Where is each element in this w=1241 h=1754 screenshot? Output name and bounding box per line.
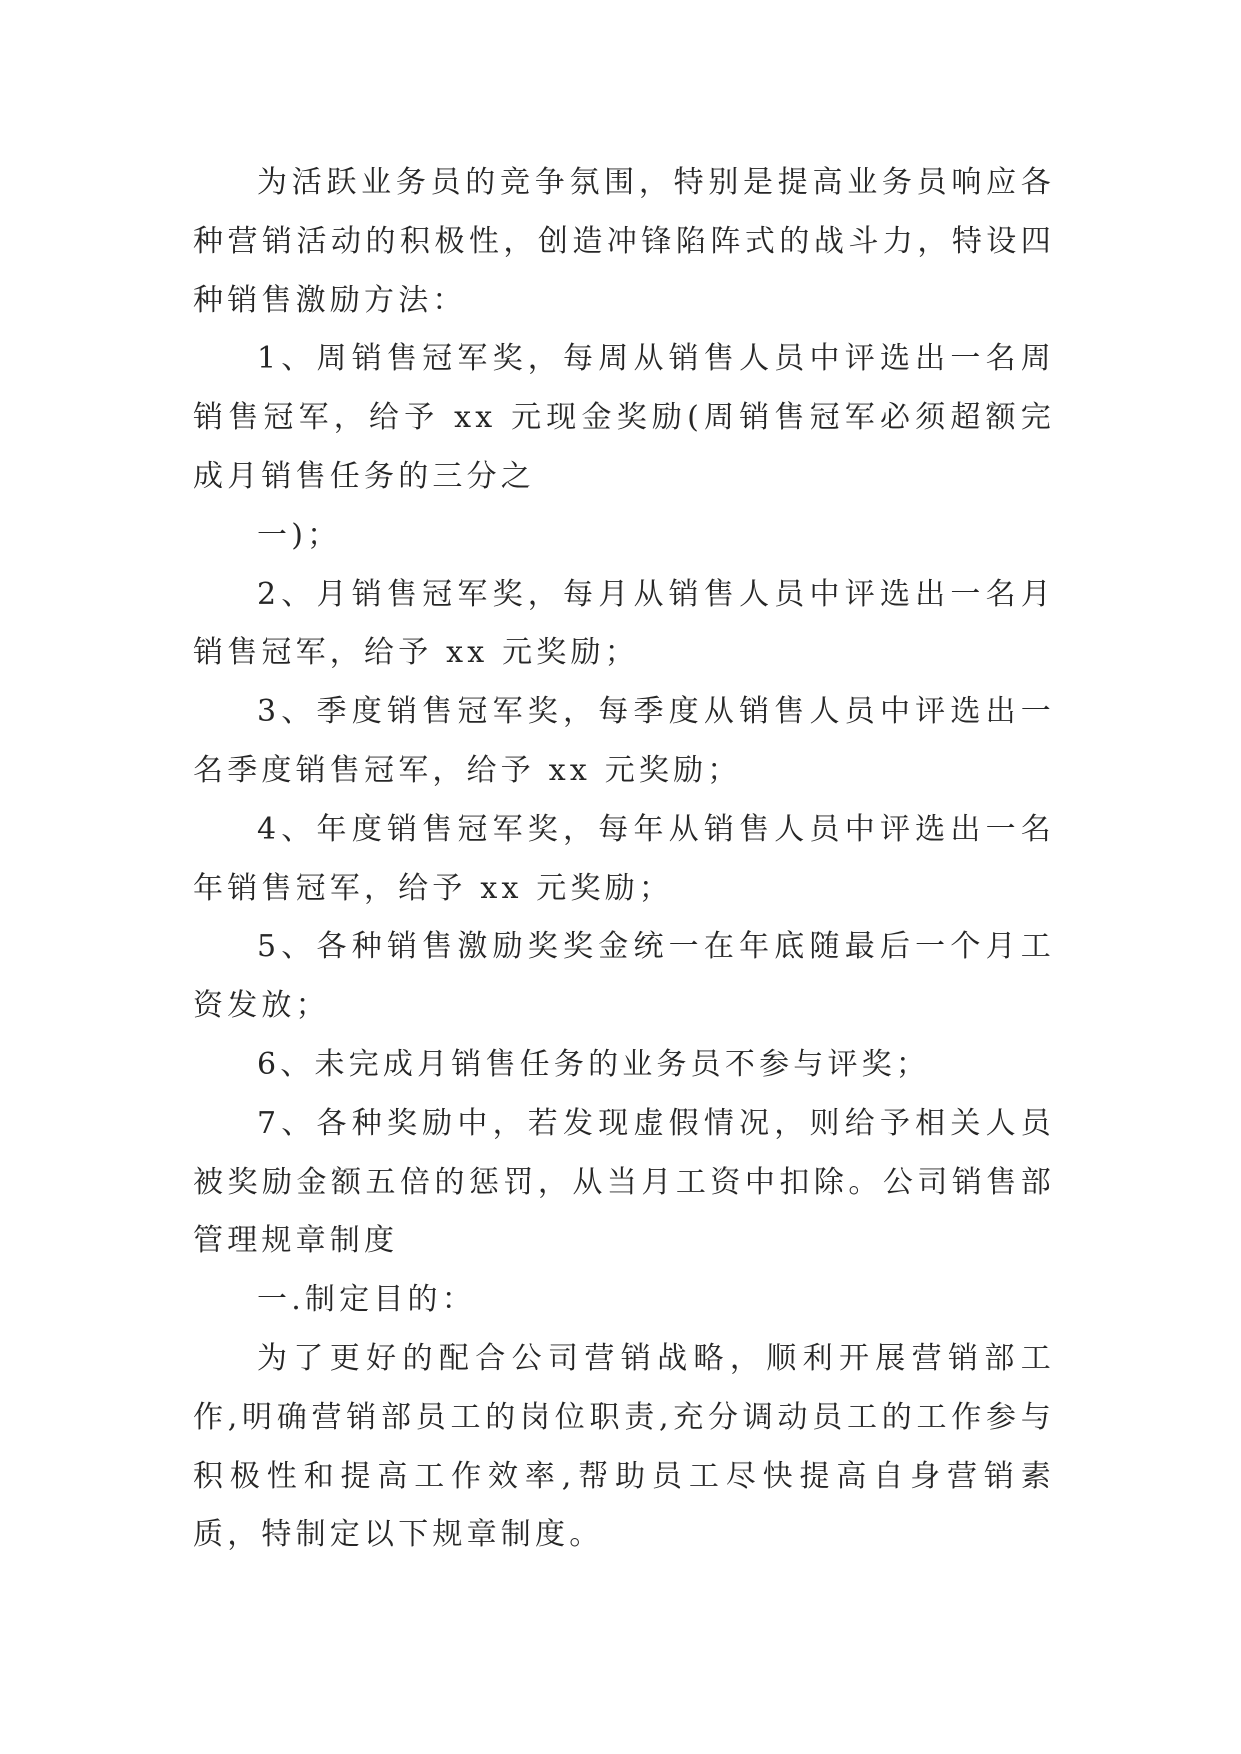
section-heading-purpose: 一.制定目的：	[257, 1282, 476, 1318]
paragraph-item-7: 7、各种奖励中，若发现虚假情况，则给予相关人员被奖励金额五倍的惩罚，从当月工资中扣除。公司销售部管理规章制度	[193, 1105, 1055, 1259]
document-body	[193, 154, 1055, 1565]
paragraph-purpose: 为了更好的配合公司营销战略，顺利开展营销部工作,明确营销部员工的岗位职责,充分调动员工的工作参与积极性和提高工作效率,帮助员工尽快提高自身营销素质，特制定以下规章制度。	[193, 1340, 1055, 1553]
paragraph-item-5: 5、各种销售激励奖奖金统一在年底随最后一个月工资发放；	[193, 929, 1055, 1024]
paragraph-item-4: 4、年度销售冠军奖，每年从销售人员中评选出一名年销售冠军，给予 xx 元奖励；	[193, 811, 1055, 906]
paragraph-item-6: 6、未完成月销售任务的业务员不参与评奖；	[257, 1046, 931, 1082]
paragraph-item-1: 1、周销售冠军奖，每周从销售人员中评选出一名周销售冠军，给予 xx 元现金奖励(周销售冠军必须超额完成月销售任务的三分之	[193, 341, 1055, 494]
paragraph-item-2: 2、月销售冠军奖，每月从销售人员中评选出一名月销售冠军，给予 xx 元奖励；	[193, 576, 1055, 671]
paragraph-item-3: 3、季度销售冠军奖，每季度从销售人员中评选出一名季度销售冠军，给予 xx 元奖励；	[193, 694, 1055, 788]
paragraph-item-1-continued: 一)；	[257, 517, 342, 553]
paragraph-intro: 为活跃业务员的竞争氛围，特别是提高业务员响应各种营销活动的积极性，创造冲锋陷阵式的战斗力，特设四种销售激励方法：	[193, 165, 1055, 318]
